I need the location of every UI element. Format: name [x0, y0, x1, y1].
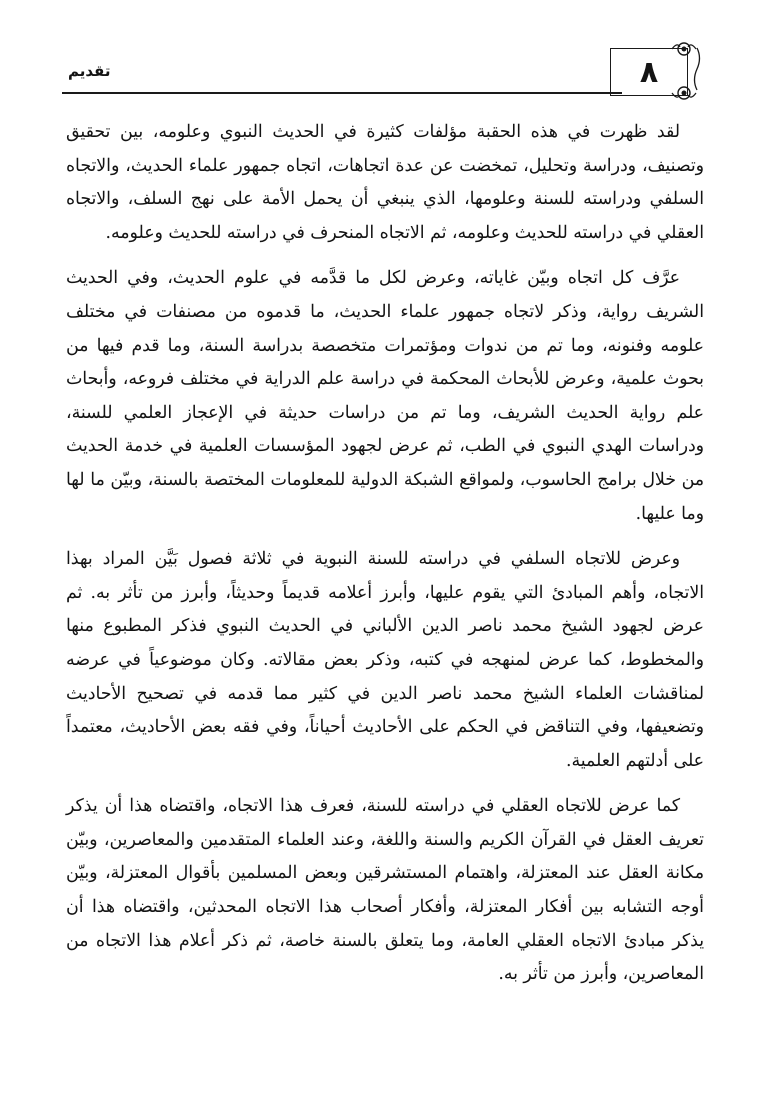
chapter-title: تقديم — [68, 62, 111, 80]
paragraph: وعرض للاتجاه السلفي في دراسته للسنة النبوية في ثلاثة فصول بَيَّن المراد بهذا الاتجاه، وأهم المبادئ التي يقوم عليها، وأبرز أعلامه قديماً وحديثاً، وأبرز من تأثر به. ثم عرض لجهود الشيخ محمد ناصر الدين الألباني في الحديث النبوي فذكر المطبوع منها والمخطوط، كما عرض لمنهجه في كتبه، وذكر بعض مقالاته. وكان موضوعياً في عرضه لمناقشات العلماء الشيخ محمد ناصر الدين في كثير مما قدمه في تصحيح الأحاديث وتضعيفها، وفي التناقض في الحكم على الأحاديث أحياناً، وفي فقه بعض الأحاديث، معتمداً على أدلتهم العلمية. — [66, 549, 704, 771]
paragraph: كما عرض للاتجاه العقلي في دراسته للسنة، فعرف هذا الاتجاه، واقتضاه هذا أن يذكر تعريف العقل في القرآن الكريم والسنة واللغة، وعند العلماء المتقدمين والمعاصرين، وبيّن مكانة العقل عند المعتزلة، واهتمام المستشرقين وبعض المسلمين بأقوال المعتزلة، وبيّن أوجه التشابه بين أفكار المعتزلة، وأفكار أصحاب هذا الاتجاه المحدثين، واقتضاه هذا أن يذكر مبادئ الاتجاه العقلي العامة، وما يتعلق بالسنة خاصة، ثم ذكر أعلام هذا الاتجاه من المعاصرين، وأبرز من تأثر به. — [66, 796, 704, 985]
body-text — [66, 116, 704, 1004]
vine-ornament-icon — [690, 46, 704, 92]
page-header — [62, 42, 712, 104]
paragraph: عرَّف كل اتجاه وبيّن غاياته، وعرض لكل ما قدَّمه في علوم الحديث، وفي الحديث الشريف رواية، وذكر لاتجاه جمهور علماء الحديث، ما قدموه من مصنفات في مختلف علومه وفنونه، وما تم من ندوات ومؤتمرات متخصصة بدراسة السنة، وما قدم فيها من بحوث علمية، وعرض للأبحاث المحكمة في دراسة علم الدراية في مختلف فروعه، وأبحاث علم رواية الحديث الشريف، وما تم من دراسات حديثة في الإعجاز العلمي للسنة، ودراسات الهدي النبوي في الطب، ثم عرض لجهود المؤسسات العلمية في خدمة الحديث من خلال برامج الحاسوب، ولمواقع الشبكة الدولية للمعلومات المختصة بالسنة، وبيّن ما لها وما عليها. — [66, 268, 704, 524]
paragraph: لقد ظهرت في هذه الحقبة مؤلفات كثيرة في الحديث النبوي وعلومه، بين تحقيق وتصنيف، ودراسة وتحليل، تمخضت عن عدة اتجاهات، اتجاه جمهور علماء الحديث، والاتجاه السلفي ودراسته للسنة وعلومها، الذي ينبغي أن يحمل الأمة على نهج السلف، والاتجاه العقلي في دراسته للحديث وعلومه، ثم الاتجاه المنحرف في دراسته للحديث وعلومه. — [66, 122, 704, 243]
header-rule — [62, 92, 622, 94]
page-number: ٨ — [639, 54, 659, 90]
